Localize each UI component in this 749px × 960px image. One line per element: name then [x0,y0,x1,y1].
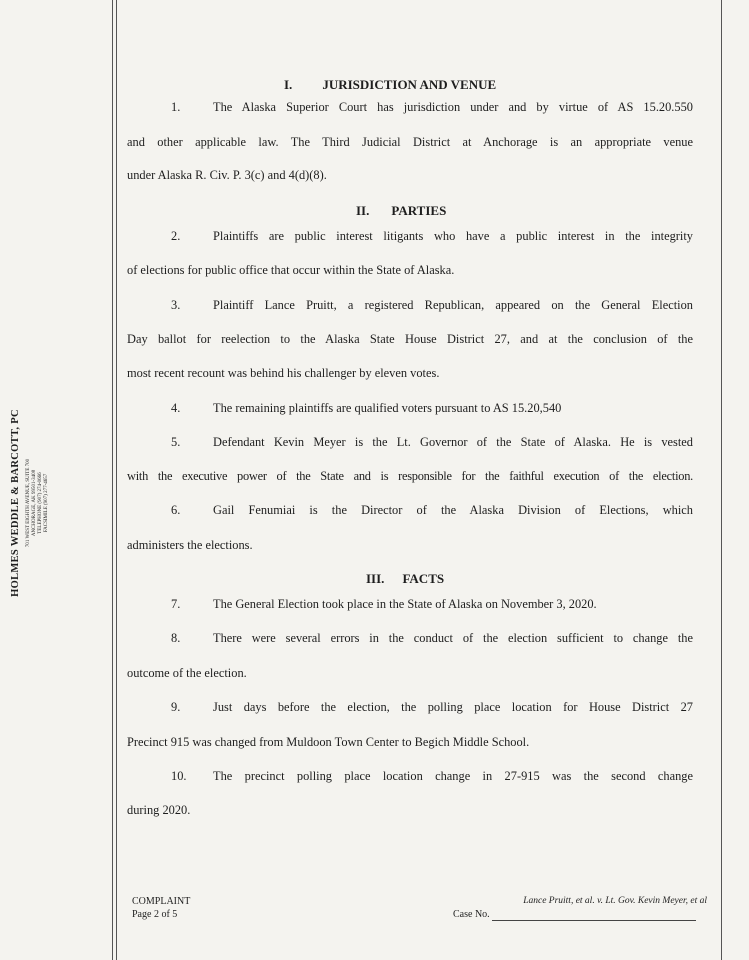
paragraph-line: Precinct 915 was changed from Muldoon Town Center to Begich Middle School. [127,735,530,749]
paragraph-line: 1. The Alaska Superior Court has jurisdiction under and by virtue of AS 15.20.550 [171,100,693,114]
margin-rule-left-inner [116,0,117,960]
paragraph-number: 4. [171,401,181,415]
paragraph-line: outcome of the election. [127,666,247,680]
paragraph-number: 8. [171,631,181,645]
paragraph-line: 3. Plaintiff Lance Pruitt, a registered Republican, appeared on the General Election [171,298,693,312]
paragraph-number: 6. [171,503,181,517]
case-number-blank [492,911,696,921]
paragraph-line: 9. Just days before the election, the polling place location for House District 27 [171,700,693,714]
section-number: I. [284,77,293,92]
paragraph-line: 7. The General Election took place in the State of Alaska on November 3, 2020. [171,597,597,611]
section-title: FACTS [402,571,445,586]
footer-case-number: Case No. [453,908,707,921]
firm-address [26,383,50,623]
firm-address-line: 701 WEST EIGHTH AVENUE, SUITE 700 [26,458,31,548]
paragraph-line: Day ballot for reelection to the Alaska State House District 27, and at the conclusion of the [127,332,693,346]
paragraph-line: and other applicable law. The Third Judicial District at Anchorage is an appropriate venue [127,135,693,149]
paragraph-number: 3. [171,298,181,312]
footer-page-number: Page 2 of 5 [132,909,178,920]
paragraph-line: 2. Plaintiffs are public interest litigants who have a public interest in the integrity [171,229,693,243]
paragraph-line: administers the elections. [127,538,253,552]
paragraph-line: 8. There were several errors in the conduct of the election sufficient to change the [171,631,693,645]
paragraph-line: during 2020. [127,803,191,817]
section-number: II. [356,203,370,218]
margin-rule-left-outer [112,0,113,960]
paragraph-number: 9. [171,700,181,714]
footer-case-caption: Lance Pruitt, et al. v. Lt. Gov. Kevin Meyer, et al [523,896,707,906]
paragraph-line: 10. The precinct polling place location change in 27-915 was the second change [171,769,693,783]
paragraph-number: 10. [171,769,187,783]
paragraph-number: 1. [171,100,181,114]
paragraph-line: most recent recount was behind his challenger by eleven votes. [127,366,440,380]
margin-rule-right [721,0,722,960]
paragraph-number: 5. [171,435,181,449]
section-number: III. [366,571,385,586]
paragraph-line: under Alaska R. Civ. P. 3(c) and 4(d)(8). [127,168,327,182]
paragraph-line: 5. Defendant Kevin Meyer is the Lt. Governor of the State of Alaska. He is vested [171,435,693,449]
firm-address-line: FACSIMILE (907) 277-4657 [44,473,49,533]
paragraph-line: with the executive power of the State and is responsible for the faithful execution of the election. [127,469,693,483]
footer-left [132,895,190,921]
paragraph-line: 4. The remaining plaintiffs are qualified voters pursuant to AS 15.20,540 [171,401,562,415]
footer-right [453,895,707,921]
section-title: JURISDICTION AND VENUE [322,77,497,92]
footer-doc-type: COMPLAINT [132,896,191,907]
firm-letterhead [10,383,49,623]
firm-name: HOLMES WEDDLE & BARCOTT, PC [10,409,21,597]
section-heading-parties [356,203,446,219]
paragraph-number: 2. [171,229,181,243]
section-heading-facts [366,571,444,587]
paragraph-line: of elections for public office that occur within the State of Alaska. [127,263,455,277]
firm-address-line: TELEPHONE (907) 274-0666 [38,472,43,534]
paragraph-number: 7. [171,597,181,611]
section-heading-jurisdiction [284,77,496,93]
section-title: PARTIES [391,203,447,218]
firm-address-line: ANCHORAGE, AK 99501-3408 [32,469,37,537]
paragraph-line: 6. Gail Fenumiai is the Director of the Alaska Division of Elections, which [171,503,693,517]
